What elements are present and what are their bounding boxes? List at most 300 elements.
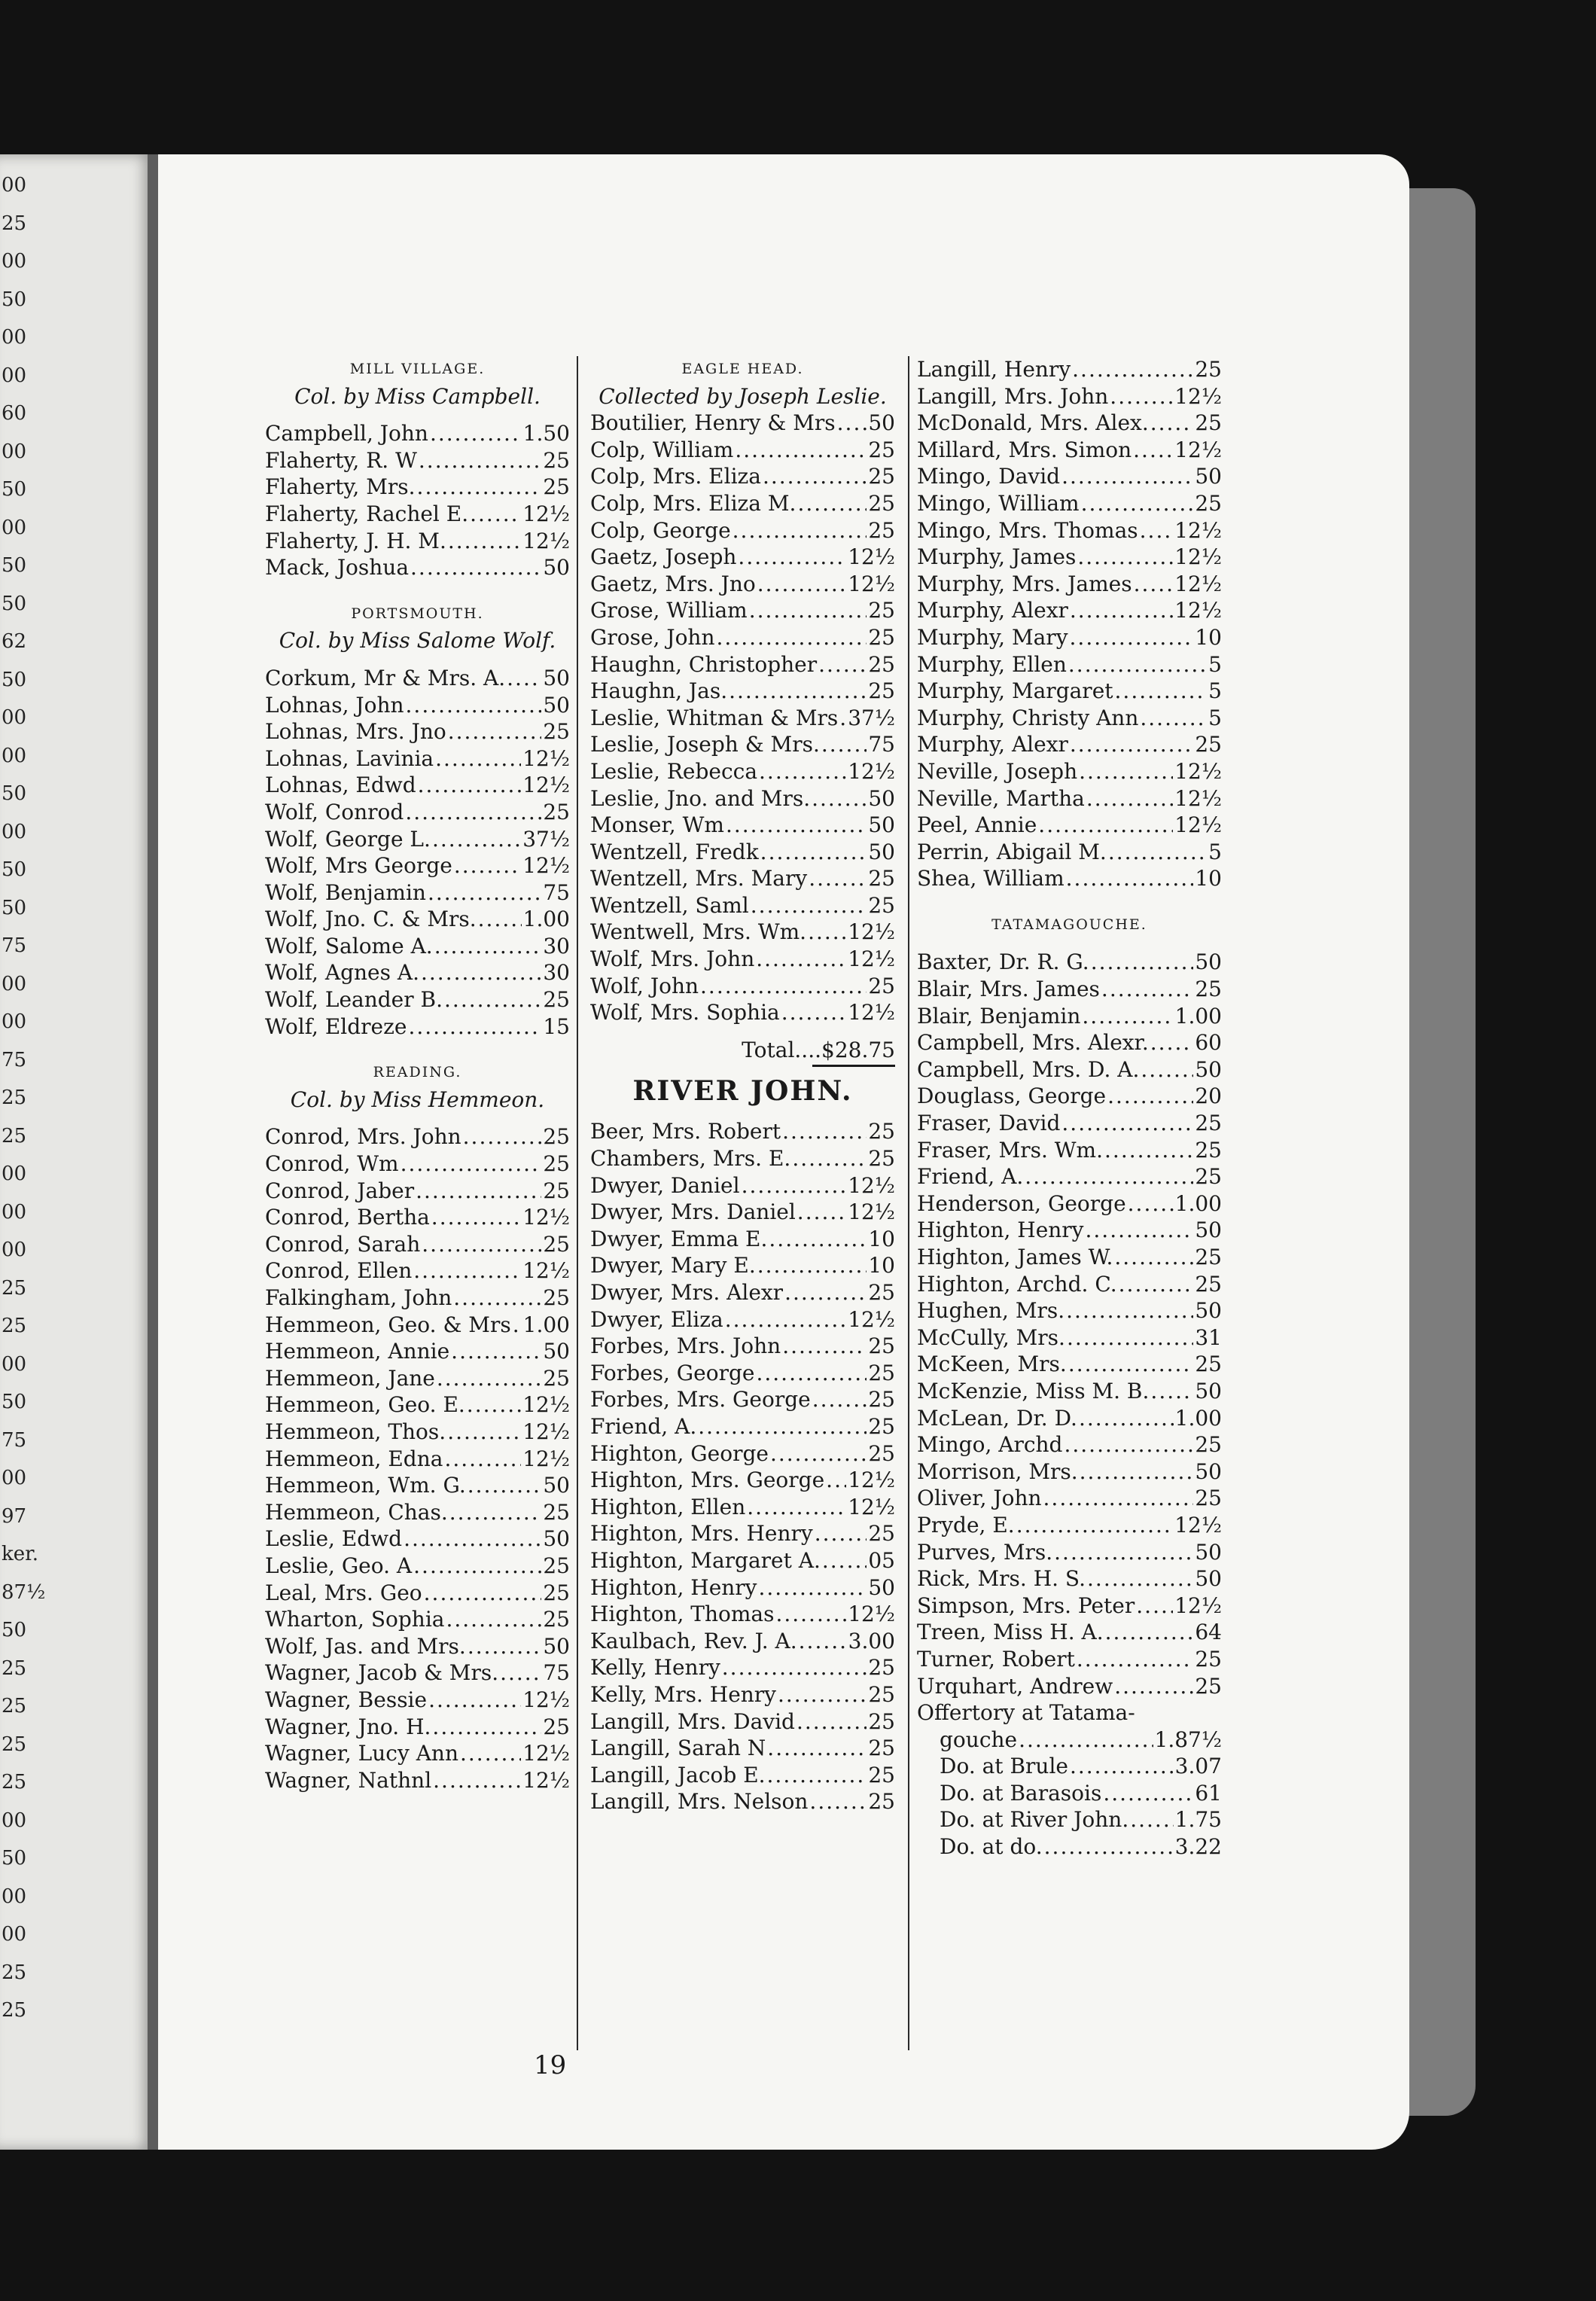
leader-dots [1086, 1217, 1194, 1244]
spacer [265, 654, 570, 665]
contribution-amount: 25 [1195, 1352, 1222, 1377]
entry-row [265, 554, 570, 581]
contribution-amount: 50 [1195, 1458, 1222, 1484]
contribution-amount: 1.00 [1174, 1003, 1222, 1029]
contributor-name: Hemmeon, Geo. E. [265, 1392, 465, 1418]
contributor-name: Langill, Mrs. John [917, 383, 1109, 409]
contribution-amount: 50 [868, 1574, 895, 1600]
edge-amount: 62 [2, 630, 27, 653]
entry-row [590, 999, 895, 1026]
contribution-amount: 25 [868, 517, 895, 543]
entry-row [265, 1606, 570, 1633]
edge-amount: 87½ [2, 1580, 46, 1604]
contributor-name: Fraser, David [917, 1111, 1061, 1136]
contributor-name: Wolf, Mrs. Sophia [590, 1000, 780, 1026]
entry-row [265, 933, 570, 960]
contribution-amount: 30 [543, 933, 570, 958]
leader-dots [1081, 490, 1194, 517]
contribution-amount: 50 [543, 1339, 570, 1364]
leader-dots [408, 1013, 541, 1041]
entry-row [590, 1333, 895, 1360]
contribution-amount: 50 [1195, 464, 1222, 489]
contribution-amount: 25 [543, 1124, 570, 1150]
contributor-name: Wagner, Bessie [265, 1687, 428, 1712]
contributor-name: Langill, Sarah N [590, 1736, 766, 1761]
leader-dots [467, 1391, 521, 1419]
entry-row [917, 949, 1222, 976]
contributor-name: Highton, Mrs. George [590, 1467, 825, 1493]
contribution-amount: 12½ [1174, 544, 1222, 570]
contribution-amount: 10 [868, 1226, 895, 1251]
contributor-name: Murphy, James [917, 544, 1077, 570]
contribution-amount: 12½ [848, 1602, 895, 1627]
contributor-name: Wolf, Benjamin [265, 879, 426, 905]
contribution-amount: 75 [543, 1660, 570, 1686]
leader-dots [1038, 812, 1173, 839]
column-3 [917, 356, 1222, 1861]
contribution-amount: 10 [1195, 624, 1222, 650]
edge-amount: 25 [2, 1695, 27, 1717]
contribution-amount: 25 [543, 1553, 570, 1578]
leader-dots [769, 1226, 867, 1253]
contribution-amount: 60 [1195, 1030, 1222, 1056]
entry-row [590, 1628, 895, 1655]
contributor-name: Wolf, Jno. C. & Mrs. [265, 907, 477, 932]
contribution-amount: 12½ [522, 528, 570, 553]
contribution-amount: 25 [868, 1387, 895, 1413]
contribution-amount: 3.00 [848, 1628, 895, 1653]
entry-row [917, 1833, 1222, 1861]
leader-dots [1067, 1324, 1193, 1352]
contribution-amount: 25 [868, 892, 895, 918]
contributor-name: Conrod, Wm [265, 1151, 399, 1177]
contribution-amount: 25 [868, 1333, 895, 1359]
contribution-amount: 50 [543, 1633, 570, 1659]
entry-row [917, 544, 1222, 571]
entry-row [590, 490, 895, 517]
entry-row [265, 1178, 570, 1205]
leader-dots [460, 1740, 521, 1767]
contribution-amount: 50 [543, 1526, 570, 1552]
entry-row [265, 745, 570, 773]
entry-row [917, 678, 1222, 705]
leader-dots [1077, 544, 1173, 571]
contributor-name: Boutilier, Henry & Mrs [590, 410, 836, 436]
entry-row [917, 1271, 1222, 1298]
entry-row [917, 1592, 1222, 1620]
entry-row [265, 420, 570, 447]
leader-dots [1077, 1646, 1193, 1673]
leader-dots [781, 999, 846, 1026]
contributor-name: Conrod, Sarah [265, 1231, 421, 1257]
leader-dots [809, 1788, 867, 1815]
contribution-amount: 12½ [848, 1000, 895, 1026]
total-label: Total [742, 1037, 795, 1062]
contributor-name: Falkingham, John [265, 1285, 452, 1310]
leader-dots [454, 852, 521, 879]
entry-row [917, 383, 1222, 410]
entry-row [265, 1391, 570, 1419]
contributor-name: Blair, Benjamin [917, 1003, 1081, 1029]
entry-row [590, 973, 895, 1000]
contributor-name: Wentzell, Saml [590, 892, 749, 918]
entry-row [590, 1145, 895, 1172]
leader-dots [449, 1499, 542, 1526]
spacer [265, 581, 570, 601]
entry-row [265, 986, 570, 1013]
contributor-name: Dwyer, Mary E. [590, 1253, 756, 1279]
total-dots: .... [794, 1037, 822, 1062]
contribution-amount: 20 [1195, 1083, 1222, 1109]
leader-dots [1044, 1833, 1174, 1861]
entry-row [917, 1217, 1222, 1244]
leader-dots [432, 1714, 541, 1741]
entry-row [590, 1118, 895, 1145]
contribution-amount: 25 [868, 1789, 895, 1815]
contribution-amount: 12½ [848, 946, 895, 972]
leader-dots [468, 1633, 542, 1660]
entry-row [265, 474, 570, 501]
contribution-amount: 50 [543, 1473, 570, 1498]
leader-dots [446, 1606, 541, 1633]
leader-dots [826, 1467, 846, 1494]
contributor-name: Murphy, Alexr [917, 732, 1068, 757]
contribution-amount: 25 [868, 490, 895, 516]
entry-row [265, 852, 570, 879]
contribution-amount: 25 [543, 474, 570, 500]
contributor-name: Leslie, Joseph & Mrs. [590, 732, 820, 757]
entry-row [265, 1419, 570, 1446]
leader-dots [1141, 1056, 1193, 1083]
contributor-name: Wolf, John [590, 973, 699, 998]
previous-page [0, 154, 155, 2150]
leader-dots [796, 1708, 867, 1736]
entry-row [590, 1762, 895, 1789]
leader-dots [1070, 624, 1194, 651]
entry-row [265, 1553, 570, 1580]
contributor-name: Dwyer, Mrs. Daniel [590, 1199, 796, 1225]
contributor-name: Murphy, Ellen [917, 651, 1067, 677]
entry-row [917, 1137, 1222, 1164]
leader-dots [747, 1494, 846, 1521]
leader-dots [410, 554, 541, 581]
leader-dots [757, 571, 846, 598]
section-heading: MILL VILLAGE. [349, 361, 486, 377]
leader-dots [444, 1446, 521, 1473]
contribution-amount: 12½ [522, 1205, 570, 1230]
entry-row [590, 785, 895, 812]
leader-dots [1043, 1485, 1194, 1512]
entry-row [917, 1405, 1222, 1432]
section-heading-large: RIVER JOHN. [632, 1075, 853, 1108]
entry-row [590, 758, 895, 785]
edge-amount: 75 [2, 934, 27, 957]
leader-dots [428, 879, 541, 907]
leader-dots [1140, 517, 1174, 544]
contributor-name: Flaherty, J. H. M. [265, 528, 446, 553]
contributor-name: Wolf, Jas. and Mrs. [265, 1633, 466, 1659]
edge-amount: 25 [2, 1999, 27, 2022]
contribution-amount: 25 [1195, 410, 1222, 436]
contribution-amount: 25 [868, 1280, 895, 1305]
contributor-name: McDonald, Mrs. Alex. [917, 410, 1149, 436]
edge-amount: ker. [2, 1543, 38, 1565]
entry-row [590, 1252, 895, 1279]
entry-row [590, 463, 895, 490]
leader-dots [821, 731, 867, 758]
leader-dots [1025, 1163, 1193, 1190]
leader-dots [722, 1654, 867, 1681]
contribution-amount: 50 [1195, 1218, 1222, 1243]
contributor-name: Langill, Mrs. David [590, 1708, 795, 1734]
contributor-name: Monser, Wm [590, 812, 724, 838]
entry-row [590, 678, 895, 705]
leader-dots [1119, 1271, 1194, 1298]
contribution-amount: 50 [868, 839, 895, 864]
leader-dots [797, 490, 867, 517]
leader-dots [1064, 1431, 1193, 1458]
contribution-amount: 25 [1195, 1111, 1222, 1136]
contribution-amount: 50 [543, 692, 570, 718]
contribution-amount: 50 [868, 785, 895, 811]
contributor-name: Hemmeon, Thos. [265, 1419, 446, 1444]
contribution-amount: 25 [868, 1762, 895, 1787]
contribution-amount: 50 [868, 812, 895, 838]
collector-line: Collected by Joseph Leslie. [598, 383, 887, 409]
contributor-name: Forbes, Mrs. John [590, 1333, 781, 1359]
contribution-amount: 12½ [848, 571, 895, 596]
contributor-name: Blair, Mrs. James [917, 977, 1100, 1002]
spacer [590, 1026, 895, 1037]
entry-row [917, 1029, 1222, 1056]
contributor-name: Dwyer, Daniel [590, 1172, 740, 1198]
contributor-name: Highton, Henry [917, 1218, 1084, 1243]
entry-row [265, 1204, 570, 1231]
leader-dots [1150, 1378, 1193, 1405]
contributor-name: Murphy, Mrs. James [917, 571, 1132, 596]
contributor-name: Friend, A. [917, 1164, 1024, 1190]
leader-dots [751, 892, 867, 919]
entry-row [590, 1735, 895, 1762]
contribution-amount: 25 [868, 1681, 895, 1707]
contribution-amount: 25 [1195, 1486, 1222, 1511]
entry-row [265, 528, 570, 555]
leader-dots [468, 1472, 542, 1499]
contributor-name: Lohnas, Lavinia [265, 745, 434, 771]
contributor-name: Haughn, Christopher [590, 651, 818, 677]
contribution-amount: 25 [1195, 1164, 1222, 1190]
entry-row [917, 410, 1222, 437]
entry-row [590, 1360, 895, 1387]
leader-dots [797, 1199, 846, 1226]
edge-amount: 50 [2, 554, 27, 577]
edge-amount: 25 [2, 1086, 27, 1109]
edge-amount: 00 [2, 1200, 27, 1224]
contribution-amount: 64 [1195, 1620, 1222, 1645]
entry-row [590, 731, 895, 758]
leader-dots [1070, 731, 1193, 758]
leader-dots [1068, 1351, 1194, 1378]
leader-dots [1105, 1619, 1194, 1646]
total-rule [812, 1065, 895, 1067]
entry-row [590, 1172, 895, 1199]
contribution-amount: 10 [1195, 866, 1222, 891]
leader-dots [419, 447, 541, 474]
contribution-amount: 25 [868, 1521, 895, 1547]
entry-row [917, 1753, 1222, 1780]
contribution-amount: 5 [1208, 705, 1222, 730]
contributor-name: Lohnas, Mrs. Jno [265, 719, 446, 745]
leader-dots [808, 919, 846, 946]
contributor-name: Lohnas, John [265, 692, 404, 718]
contributor-name: Grose, John [590, 624, 715, 650]
total-line [590, 1037, 895, 1064]
entry-row [917, 356, 1222, 383]
contributor-name: Highton, Henry [590, 1574, 757, 1600]
entry-row [590, 812, 895, 839]
edge-amount: 00 [2, 744, 27, 767]
contribution-amount: 25 [868, 866, 895, 891]
contributor-name: Wolf, Conrod [265, 799, 404, 824]
entry-row [917, 1056, 1222, 1083]
contribution-amount: 25 [543, 1607, 570, 1632]
contribution-amount: 50 [1195, 949, 1222, 975]
contribution-amount: 12½ [848, 758, 895, 784]
contributor-name: Hemmeon, Geo. & Mrs [265, 1312, 511, 1337]
leader-dots [513, 1312, 522, 1339]
contribution-amount: 25 [1195, 490, 1222, 516]
edge-amount: 25 [2, 1656, 27, 1680]
leader-dots [1019, 1727, 1153, 1754]
contributor-name: Do. at Brule [940, 1754, 1068, 1779]
leader-dots [417, 474, 542, 501]
entry-row [265, 799, 570, 826]
edge-amount: 00 [2, 1885, 27, 1908]
edge-amount: 00 [2, 1352, 27, 1376]
contributor-name: Wolf, Eldreze [265, 1013, 407, 1039]
entry-row [265, 1285, 570, 1312]
entry-row [590, 865, 895, 892]
entry-row [265, 826, 570, 853]
collector-line: Col. by Miss Campbell. [294, 383, 541, 409]
leader-dots [1130, 1806, 1173, 1833]
edge-amount: 50 [2, 858, 27, 881]
leader-dots [1107, 1083, 1193, 1110]
contributor-name: Colp, William [590, 437, 734, 462]
spacer [917, 892, 1222, 912]
entry-row [265, 1499, 570, 1526]
contributor-name: Wentzell, Fredk [590, 839, 759, 864]
entry-row [590, 517, 895, 544]
entry-row [917, 490, 1222, 517]
contributor-name: Leslie, Whitman & Mrs [590, 705, 839, 730]
contribution-amount: 12½ [1174, 1512, 1222, 1538]
contribution-amount: 12½ [1174, 812, 1222, 838]
leader-dots [431, 1204, 521, 1231]
leader-dots [1082, 1003, 1173, 1030]
leader-dots [822, 1547, 867, 1574]
contribution-amount: 50 [543, 555, 570, 581]
contribution-amount: 25 [868, 1655, 895, 1681]
leader-dots [1016, 1512, 1174, 1539]
contribution-amount: 25 [868, 1146, 895, 1172]
edge-amount: 50 [2, 1847, 27, 1870]
entry-row [917, 1190, 1222, 1218]
entry-row [590, 1279, 895, 1306]
contribution-amount: 25 [1195, 1137, 1222, 1163]
contribution-amount: 12½ [522, 1258, 570, 1284]
entry-row [917, 705, 1222, 732]
contributor-name: Millard, Mrs. Simon [917, 437, 1132, 462]
edge-amount: 00 [2, 250, 27, 273]
edge-amount: 75 [2, 1048, 27, 1071]
contributor-name: Highton, Mrs. Henry [590, 1521, 813, 1547]
edge-amount: 25 [2, 1124, 27, 1147]
entry-row [590, 1574, 895, 1602]
leader-dots [812, 785, 867, 812]
leader-dots [1070, 597, 1173, 624]
entry-row [917, 1673, 1222, 1700]
entry-row [265, 1338, 570, 1365]
column-divider [577, 356, 578, 2050]
contributor-name: Hemmeon, Wm. G. [265, 1473, 466, 1498]
contribution-amount: 25 [868, 464, 895, 489]
contributor-name: Murphy, Christy Ann [917, 705, 1139, 730]
leader-dots [1114, 1244, 1193, 1271]
edge-amount: 25 [2, 1276, 27, 1300]
edge-amount: 50 [2, 1391, 27, 1413]
entry-row [590, 1494, 895, 1521]
contribution-amount: 12½ [848, 1172, 895, 1198]
entry-row [590, 437, 895, 464]
contribution-amount: 12½ [1174, 785, 1222, 811]
leader-dots [767, 1735, 867, 1762]
contribution-amount: 25 [1195, 1673, 1222, 1699]
leader-dots [784, 1279, 867, 1306]
contributor-name: Mingo, David [917, 464, 1061, 489]
edge-amount: 25 [2, 1733, 27, 1756]
contribution-amount: 25 [543, 1580, 570, 1605]
contribution-amount: 12½ [848, 1494, 895, 1519]
contributor-name: Morrison, Mrs. [917, 1458, 1078, 1484]
edge-amount: 00 [2, 972, 27, 995]
offertory-line: Offertory at Tatama- [917, 1700, 1135, 1726]
contribution-amount: 3.07 [1174, 1754, 1222, 1779]
contribution-amount: 25 [868, 1440, 895, 1466]
contributor-name: Do. at Barasois [940, 1780, 1102, 1806]
section-heading: PORTSMOUTH. [351, 605, 484, 622]
entry-row [590, 1440, 895, 1467]
entry-row [265, 665, 570, 692]
leader-dots [413, 1553, 541, 1580]
entry-row [265, 1633, 570, 1660]
contribution-amount: 25 [1195, 357, 1222, 382]
leader-dots [770, 1440, 867, 1467]
edge-amount: 50 [2, 1619, 27, 1641]
contributor-name: Conrod, Jaber [265, 1178, 415, 1203]
contribution-amount: 12½ [522, 1687, 570, 1712]
entry-row [265, 692, 570, 719]
contribution-amount: 12½ [522, 745, 570, 771]
entry-row [590, 1788, 895, 1815]
leader-dots [733, 517, 867, 544]
contribution-amount: 1.00 [1174, 1405, 1222, 1431]
contributor-name: Conrod, Ellen [265, 1258, 413, 1284]
edge-amount: 00 [2, 1163, 27, 1185]
edge-amount: 00 [2, 1010, 27, 1033]
leader-dots [1068, 651, 1207, 678]
section-heading: EAGLE HEAD. [681, 361, 804, 377]
